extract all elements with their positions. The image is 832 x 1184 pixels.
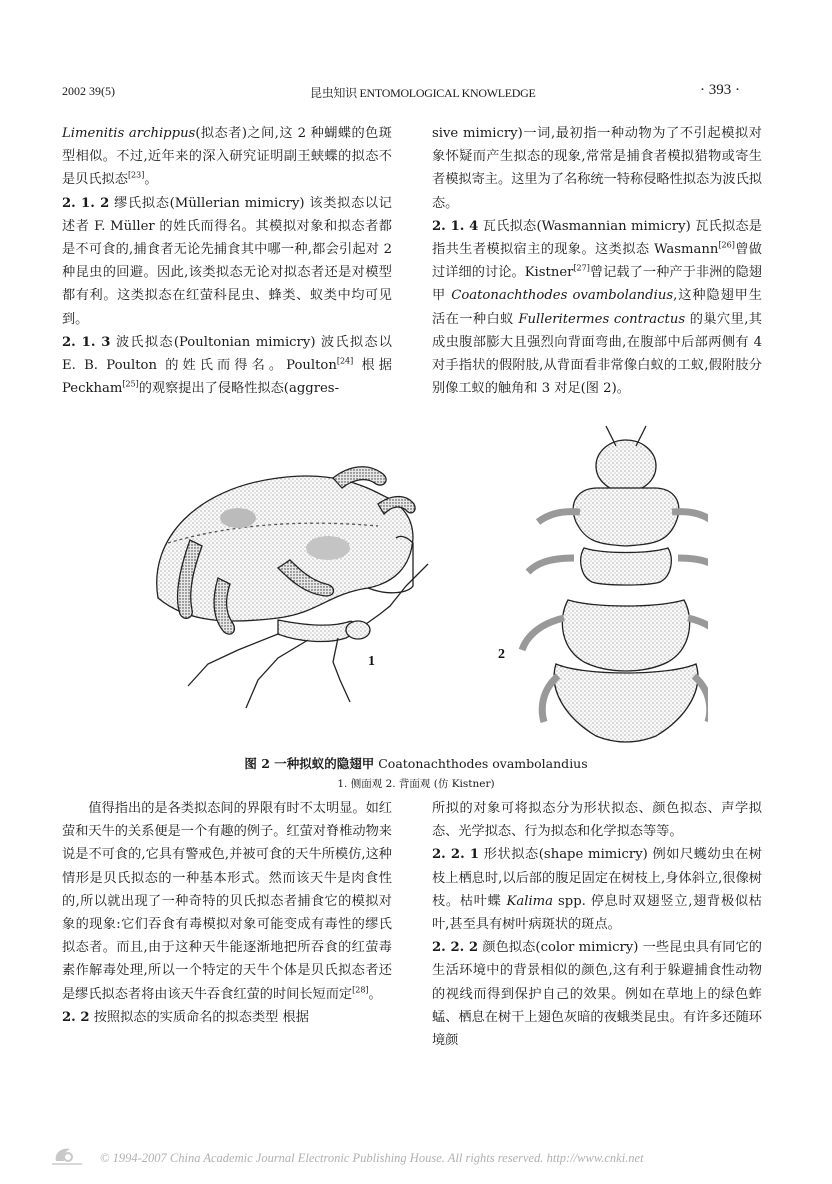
citation-ref: [24] [336, 356, 354, 366]
column-right-bottom [432, 797, 762, 1052]
text-run: 波氏拟态(Poultonian mimicry) 波氏拟态以 E. B. Poulton 的姓氏而得名。Poulton [62, 334, 392, 374]
text-run: 颜色拟态(color mimicry) 一些昆虫具有同它的生活环境中的背景相似的颜色,这有利于躲避捕食性动物的视线而得到保护自己的效果。例如在草地上的绿色蚱蜢、栖息在树干上翅色灰暗的夜蛾类昆虫。有许多还随环境颜 [432, 940, 762, 1049]
paragraph [62, 1006, 392, 1029]
volume-issue: 2002 39(5) [62, 84, 115, 98]
text-run: Fulleritermes contractus [518, 311, 686, 327]
citation-ref: [26] [718, 240, 735, 250]
caption-species: Coatonachthodes ovambolandius [378, 756, 588, 771]
text-run: 曾记载了一种产于非洲的隐翅甲 [432, 265, 762, 304]
text-run: 按照拟态的实质命名的拟态类型 根据 [89, 1009, 309, 1025]
text-run: 曾做过详细的讨论。Kistner [432, 242, 762, 281]
text-run: 形状拟态(shape mimicry) 例如尺蠖幼虫在树枝上栖息时,以后部的腹足固定在树枝上,身体斜立,很像树枝。枯叶蝶 [432, 847, 762, 909]
paragraph [432, 122, 762, 215]
copyright-footer [50, 1147, 810, 1171]
section-number: 2. 1. 2 [62, 195, 110, 211]
text-run: Coatonachthodes ovambolandius [451, 288, 674, 304]
text-run: 的巢穴里,其成虫腹部膨大且强烈向背面弯曲,在腹部中后部两侧有 4 对手指状的假附肢,从背面看非常像白蚁的工蚁,假附肢分别像工蚁的触角和 3 对足(图 2)。 [432, 311, 762, 397]
text-run: 的观察提出了侵略性拟态(aggres- [138, 381, 340, 397]
running-header [62, 84, 770, 104]
text-run: (拟态者)之间,这 2 种蝴蝶的色斑型相似。不过,近年来的深入研究证明副王蛱蝶的拟态不是贝氏拟态 [62, 126, 392, 188]
section-number: 2. 2 [62, 1009, 90, 1025]
column-right-top [432, 122, 762, 400]
citation-ref: [25] [122, 379, 139, 389]
text-run: 根据 Peckham [62, 358, 392, 397]
journal-title: 昆虫知识 ENTOMOLOGICAL KNOWLEDGE [310, 86, 536, 100]
citation-ref: [28] [352, 985, 369, 995]
column-left-bottom [62, 797, 392, 1029]
text-run: spp. 停息时双翅竖立,翅背极似枯叶,甚至具有树叶病斑状的斑点。 [432, 893, 762, 933]
section-number: 2. 1. 4 [432, 218, 479, 234]
paragraph [62, 122, 392, 192]
paragraph [432, 936, 762, 1052]
text-run: 。 [144, 172, 158, 188]
text-run: 所拟的对象可将拟态分为形状拟态、颜色拟态、声学拟态、光学拟态、行为拟态和化学拟态等等。 [432, 801, 762, 840]
paragraph [62, 797, 392, 1006]
figure-label-1: 1 [368, 654, 375, 669]
page-number: · 393 · [700, 82, 740, 98]
figure-label-2: 2 [498, 647, 505, 662]
figure-beetle-illustration [128, 418, 708, 748]
paragraph [432, 215, 762, 401]
lateral-view-drawing [157, 467, 428, 708]
citation-ref: [23] [127, 171, 145, 181]
text-run: 缪氏拟态(Müllerian mimicry) 该类拟态以记述者 F. Müller 的姓氏而得名。其模拟对象和拟态者都是不可食的,捕食者无论先捕食其中哪一种,都会引起对 2 种昆虫的回避。因此,该类拟态无论对拟态者还是对模型都有利。这类拟态在红萤科昆虫、蜂类、蚁类中均可见到。 [62, 195, 392, 327]
text-run: 值得指出的是各类拟态间的界限有时不太明显。如红萤和天牛的关系便是一个有趣的例子。红萤对脊椎动物来说是不可食的,它具有警戒色,并被可食的天牛所模仿,这种情形是贝氏拟态的一种基本形式。然而该天牛是肉食性的,所以就出现了一种奇特的贝氏拟态者捕食它的模拟对象的现象:它们吞食有毒模拟对象可能变成有毒性的缪氏拟态者。而且,由于这种天牛能逐渐地把所吞食的红萤毒素作解毒处理,所以一个特定的天牛个体是贝氏拟态者还是缪氏拟态者将由该天牛吞食红萤的时间长短而定 [62, 801, 392, 1002]
text-run: 瓦氏拟态(Wasmannian mimicry) 瓦氏拟态是指共生者模拟宿主的现象。这类拟态 Wasmann [432, 218, 762, 258]
text-run: Kalima [506, 893, 554, 909]
citation-ref: [27] [573, 263, 590, 273]
text-run: 。 [368, 986, 382, 1002]
section-number: 2. 2. 2 [432, 940, 479, 956]
text-run: Limenitis archippus [62, 126, 196, 141]
figure-caption [0, 754, 832, 772]
paragraph [62, 192, 392, 331]
text-run: ,这种隐翅甲生活在一种白蚁 [432, 288, 762, 327]
dorsal-view-drawing [522, 426, 708, 742]
column-left-top [62, 122, 392, 400]
paragraph [432, 797, 762, 843]
paragraph [432, 843, 762, 936]
copyright-text: © 1994-2007 China Academic Journal Electronic Publishing House. All rights reserved. http://www.cnki.net [100, 1151, 644, 1165]
cnki-logo-icon [50, 1143, 84, 1167]
caption-title: 图 2 一种拟蚁的隐翅甲 [244, 756, 375, 771]
text-run: sive mimicry)一词,最初指一种动物为了不引起模拟对象怀疑而产生拟态的现象,常常是捕食者模拟猎物或寄生者模拟寄主。这里为了名称统一特称侵略性拟态为波氏拟态。 [432, 126, 762, 211]
section-number: 2. 1. 3 [62, 334, 111, 350]
section-number: 2. 2. 1 [432, 847, 480, 863]
figure-subcaption: 1. 侧面观 2. 背面观 (仿 Kistner) [337, 778, 495, 790]
paragraph [62, 331, 392, 401]
